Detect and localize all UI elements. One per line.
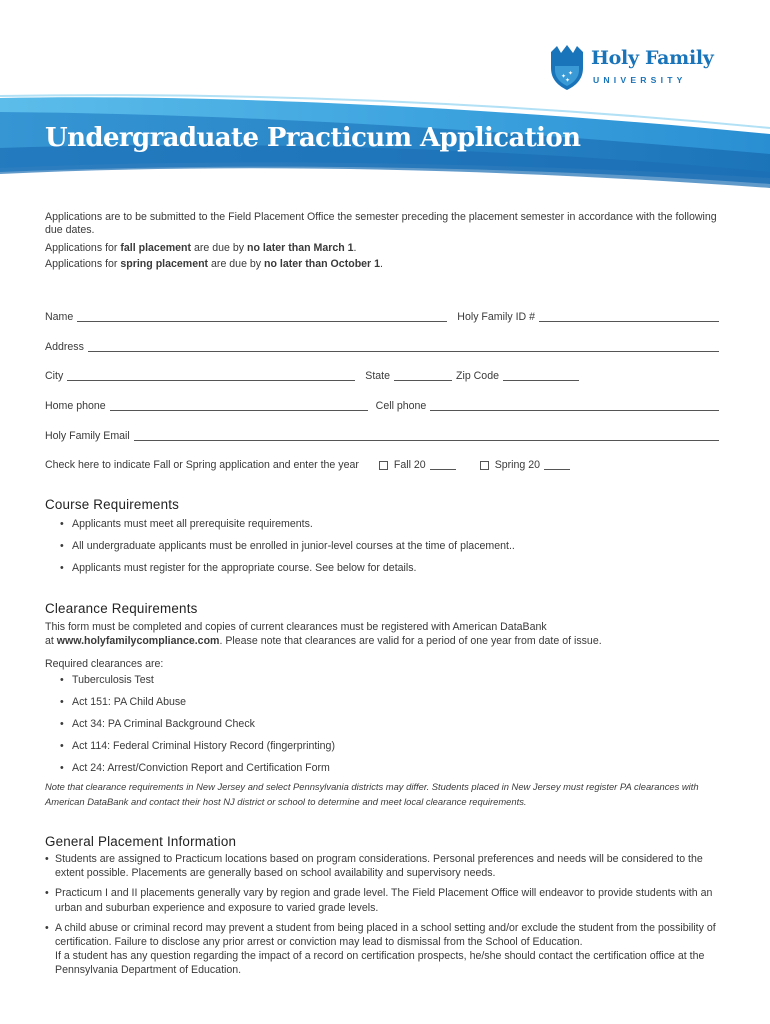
fall-date: no later than March 1: [246, 241, 354, 254]
address-label: Address: [45, 341, 84, 353]
course-heading: Course Requirements: [45, 497, 180, 512]
list-item: • Act 151: PA Child Abuse: [60, 695, 720, 709]
home-phone-label: Home phone: [45, 400, 106, 412]
cell-phone-field[interactable]: [430, 401, 719, 411]
list-item: • Applicants must meet all prerequisite requirements.: [60, 517, 720, 531]
city-label: City: [45, 370, 64, 382]
city-row: [45, 368, 719, 382]
city-field[interactable]: [67, 371, 355, 381]
cell-phone-label: Cell phone: [375, 400, 427, 412]
list-item: • All undergraduate applicants must be enrolled in junior-level courses at the time of placement..: [60, 539, 720, 553]
spring-due-text: [45, 258, 725, 271]
spring-end: .: [380, 258, 383, 271]
logo-name: Holy Family: [591, 47, 714, 69]
fall-prefix: Applications for: [45, 241, 121, 254]
general-heading: General Placement Information: [45, 834, 237, 849]
address-field[interactable]: [88, 342, 719, 352]
clearance-heading: Clearance Requirements: [45, 601, 198, 616]
intro-text: Applications are to be submitted to the Field Placement Office the semester preceding the placement semester in accordance with the following due dates.: [45, 211, 717, 237]
list-item: • Practicum I and II placements generally vary by region and grade level. The Field Placement Office will endeavor to provide students with an urban and suburban experience and exposure to varied grade levels.: [45, 886, 725, 914]
state-label: State: [365, 370, 390, 382]
fall-year-field[interactable]: [430, 460, 456, 470]
email-label: Holy Family Email: [45, 430, 130, 442]
fall-due-text: [45, 242, 725, 255]
name-field[interactable]: [77, 312, 447, 322]
name-row: [45, 309, 719, 323]
clearance-p1: This form must be completed and copies of current clearances must be registered with American DataBank: [45, 621, 547, 633]
fall-end: .: [353, 241, 357, 254]
clearance-p2-rest: . Please note that clearances are valid for a period of one year from date of issue.: [219, 635, 602, 647]
compliance-link[interactable]: www.holyfamilycompliance.com: [56, 635, 220, 647]
list-item: • Tuberculosis Test: [60, 673, 720, 687]
required-clearances-label: Required clearances are:: [45, 658, 164, 670]
clearance-p2: [45, 634, 725, 648]
shield-icon: [549, 44, 585, 90]
spring-term: spring placement: [120, 258, 209, 271]
svg-text:✦: ✦: [561, 73, 567, 80]
logo-subtitle: UNIVERSITY: [593, 75, 687, 85]
spring-year-field[interactable]: [544, 460, 570, 470]
title-banner: [0, 92, 770, 192]
list-item-continuation: If a student has any question regarding the impact of a record on certification prospects, he/she should contact the certification office at the Pennsylvania Department of Education.: [55, 950, 705, 977]
home-phone-field[interactable]: [110, 401, 368, 411]
clearance-list: [60, 673, 720, 775]
svg-text:✦: ✦: [565, 77, 571, 84]
spring-label: Spring 20: [494, 459, 541, 471]
clearance-note: Note that clearance requirements in New Jersey and select Pennsylvania districts may differ. Students placed in New Jersey must register PA clearances with American DataBank and contact their host NJ district or school to determine and meet local clearance requirements.: [45, 781, 699, 807]
university-logo: [549, 44, 739, 92]
id-label: Holy Family ID #: [457, 311, 535, 323]
page-title: Undergraduate Practicum Application: [45, 123, 581, 153]
email-row: [45, 428, 719, 442]
list-item: • Applicants must register for the appropriate course. See below for details.: [60, 561, 720, 575]
fall-mid: are due by: [191, 241, 247, 254]
spring-checkbox[interactable]: [480, 461, 489, 470]
general-list: [45, 852, 725, 984]
list-item: • Act 34: PA Criminal Background Check: [60, 717, 720, 731]
course-list: [60, 517, 720, 575]
list-item: • Act 24: Arrest/Conviction Report and Certification Form: [60, 761, 720, 775]
term-row: [45, 457, 719, 471]
id-field[interactable]: [539, 312, 719, 322]
spring-prefix: Applications for: [45, 258, 121, 271]
phone-row: [45, 398, 719, 412]
zip-label: Zip Code: [456, 370, 499, 382]
spring-date: no later than October 1: [264, 258, 381, 271]
intro-section: [45, 211, 725, 275]
fall-term: fall placement: [120, 241, 192, 254]
state-field[interactable]: [394, 371, 452, 381]
list-item: • Students are assigned to Practicum locations based on program considerations. Personal preferences and needs will be considered to the extent possible. Placements are generally based on school availability and supervisory needs.: [45, 852, 725, 880]
clearance-p2-prefix: at: [45, 635, 57, 647]
svg-text:✦: ✦: [568, 70, 574, 77]
name-label: Name: [45, 311, 74, 323]
list-item: • A child abuse or criminal record may prevent a student from being placed in a school setting and/or exclude the student from the possibility of certification. Failure to disclose any prior arrest or conviction may lead to dismissal from the School of Education.: [45, 921, 725, 949]
email-field[interactable]: [134, 431, 719, 441]
fall-label: Fall 20: [393, 459, 426, 471]
list-item: • Act 114: Federal Criminal History Record (fingerprinting): [60, 739, 720, 753]
clearance-text: [45, 620, 725, 648]
fall-checkbox[interactable]: [379, 461, 388, 470]
address-row: [45, 339, 719, 353]
zip-field[interactable]: [503, 371, 579, 381]
term-check-label: Check here to indicate Fall or Spring application and enter the year: [45, 459, 359, 471]
spring-mid: are due by: [208, 258, 265, 271]
